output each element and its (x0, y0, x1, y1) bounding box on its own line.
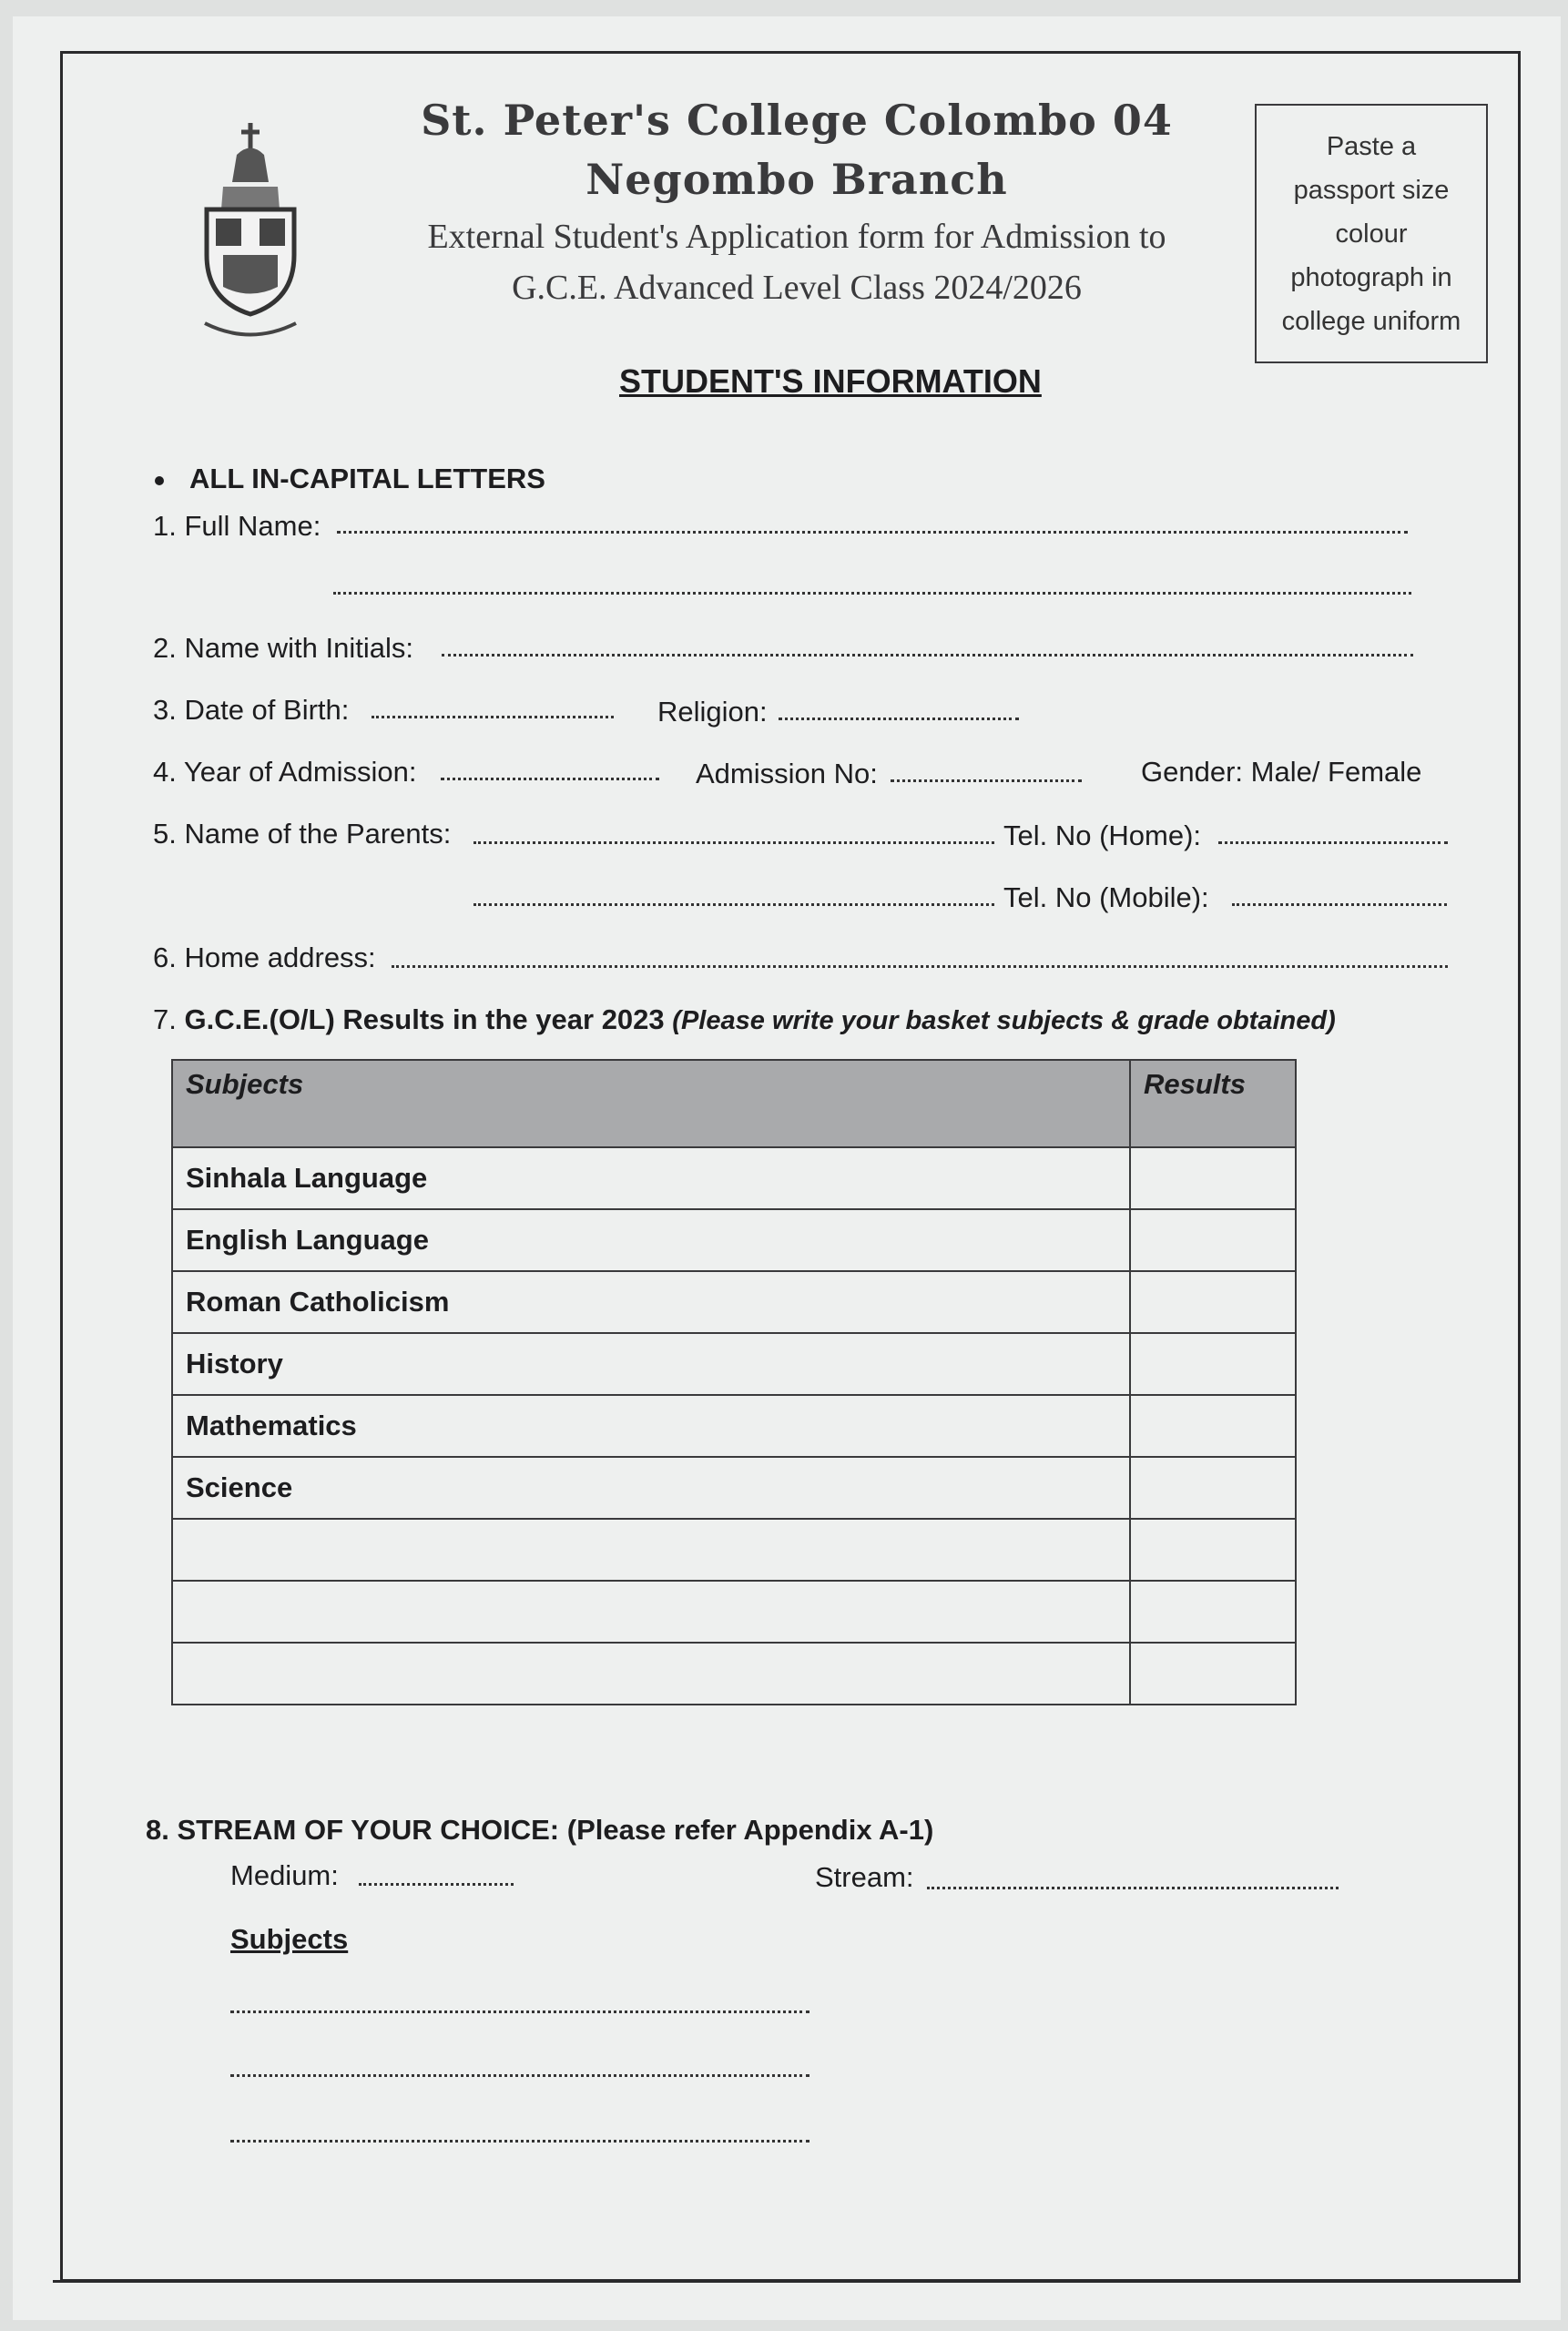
result-cell[interactable] (1130, 1333, 1296, 1395)
subject-cell[interactable] (172, 1581, 1130, 1643)
table-row (172, 1643, 1296, 1705)
capital-letters-note: ALL IN-CAPITAL LETTERS (189, 463, 545, 494)
subject-cell: English Language (172, 1209, 1130, 1271)
stream-heading: 8. STREAM OF YOUR CHOICE: (Please refer Appendix A-1) (146, 1814, 934, 1846)
ol-results-heading-text: G.C.E.(O/L) Results in the year 2023 (184, 1003, 665, 1035)
subjects-heading: Subjects (230, 1923, 349, 1955)
subject-cell: History (172, 1333, 1130, 1395)
name-initials-field[interactable] (442, 654, 1413, 657)
year-admission-label: 4. Year of Admission: (153, 756, 417, 788)
subject-field[interactable] (230, 2074, 809, 2077)
form-subtitle: G.C.E. Advanced Level Class 2024/2026 (512, 269, 1082, 307)
parents-field[interactable] (473, 841, 994, 844)
gender-label[interactable]: Gender: Male/ Female (1141, 756, 1422, 788)
table-row (172, 1209, 1296, 1271)
table-row (172, 1333, 1296, 1395)
tel-mobile-label: Tel. No (Mobile): (1003, 881, 1209, 913)
religion-field[interactable] (779, 718, 1019, 720)
subject-field[interactable] (230, 2140, 809, 2143)
photo-line: photograph in (1290, 262, 1452, 292)
photo-line: passport size (1293, 175, 1450, 205)
table-row (172, 1457, 1296, 1519)
full-name-field[interactable] (337, 531, 1408, 534)
page-border-shadow (53, 2280, 1521, 2283)
result-cell[interactable] (1130, 1643, 1296, 1705)
tel-home-field[interactable] (1218, 841, 1448, 844)
result-cell[interactable] (1130, 1395, 1296, 1457)
subject-field[interactable] (230, 2010, 809, 2013)
ol-results-heading-note: (Please write your basket subjects & grade obtained) (672, 1006, 1336, 1035)
table-row (172, 1519, 1296, 1581)
medium-label: Medium: (230, 1859, 339, 1891)
admission-no-label: Admission No: (696, 758, 878, 789)
table-row (172, 1395, 1296, 1457)
ol-results-heading-num: 7. (153, 1003, 177, 1035)
result-cell[interactable] (1130, 1147, 1296, 1209)
section-title: STUDENT'S INFORMATION (619, 362, 1042, 400)
table-row (172, 1271, 1296, 1333)
bullet-icon (155, 476, 164, 485)
stream-field[interactable] (927, 1887, 1339, 1889)
form-title: External Student's Application form for Admission to (427, 218, 1166, 256)
subject-cell[interactable] (172, 1643, 1130, 1705)
parents-label: 5. Name of the Parents: (153, 818, 452, 850)
ol-results-table (171, 1059, 1297, 1705)
subject-cell: Science (172, 1457, 1130, 1519)
name-initials-label: 2. Name with Initials: (153, 632, 413, 664)
year-admission-field[interactable] (441, 778, 659, 780)
college-name: St. Peter's College Colombo 04 (421, 96, 1173, 145)
home-address-field[interactable] (392, 965, 1448, 968)
col-results-header: Results (1130, 1060, 1296, 1147)
table-row (172, 1147, 1296, 1209)
religion-label: Religion: (657, 696, 768, 728)
photo-box[interactable] (1255, 104, 1488, 363)
result-cell[interactable] (1130, 1519, 1296, 1581)
full-name-label: 1. Full Name: (153, 510, 321, 542)
home-address-label: 6. Home address: (153, 942, 376, 973)
branch-name: Negombo Branch (585, 155, 1008, 204)
college-crest-logo (196, 118, 305, 346)
table-header-row (172, 1060, 1296, 1147)
result-cell[interactable] (1130, 1581, 1296, 1643)
photo-line: Paste a (1326, 131, 1417, 161)
result-cell[interactable] (1130, 1271, 1296, 1333)
ol-results-heading (153, 1003, 1336, 1036)
col-subjects-header: Subjects (172, 1060, 1130, 1147)
dob-label: 3. Date of Birth: (153, 694, 350, 726)
table-row (172, 1581, 1296, 1643)
full-name-field-line2[interactable] (333, 592, 1411, 595)
medium-field[interactable] (359, 1883, 514, 1886)
result-cell[interactable] (1130, 1209, 1296, 1271)
dob-field[interactable] (372, 716, 614, 718)
photo-line: colour (1335, 219, 1408, 249)
tel-home-label: Tel. No (Home): (1003, 819, 1202, 851)
tel-mobile-field[interactable] (1232, 903, 1447, 906)
photo-line: college uniform (1281, 306, 1461, 336)
subject-cell: Roman Catholicism (172, 1271, 1130, 1333)
subject-cell: Sinhala Language (172, 1147, 1130, 1209)
admission-no-field[interactable] (891, 779, 1082, 782)
result-cell[interactable] (1130, 1457, 1296, 1519)
subject-cell[interactable] (172, 1519, 1130, 1581)
subject-cell: Mathematics (172, 1395, 1130, 1457)
stream-label: Stream: (815, 1861, 914, 1893)
parents-field-line2[interactable] (473, 903, 994, 906)
